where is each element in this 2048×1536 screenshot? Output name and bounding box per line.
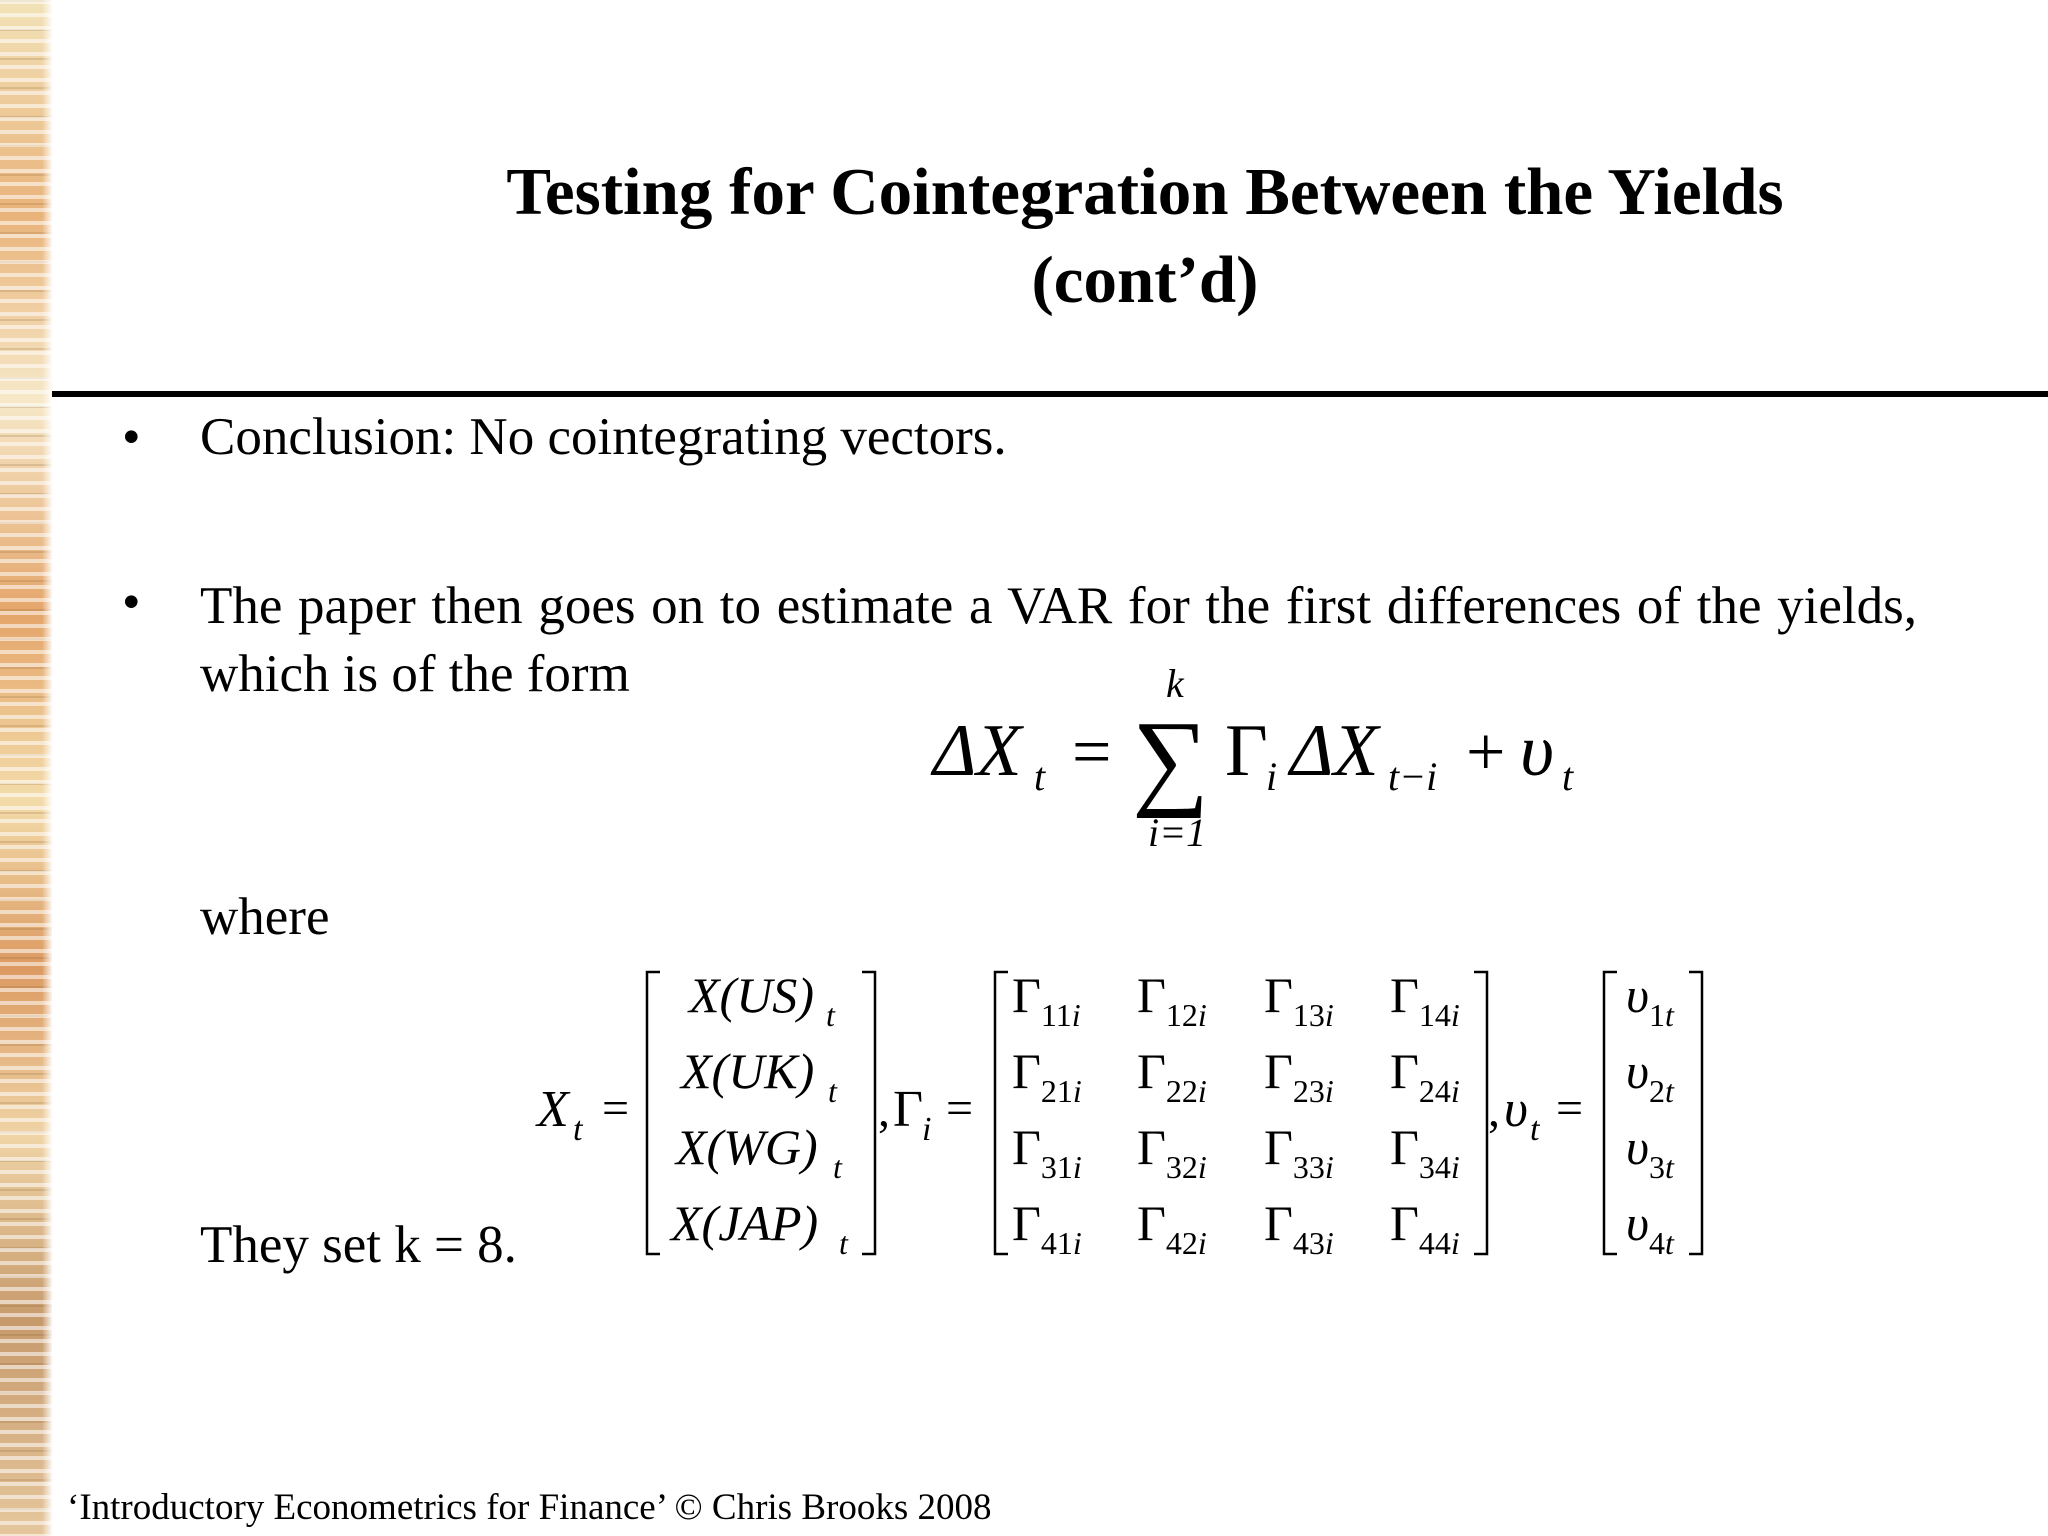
svg-text:Γ43i: $\Gamma_{43}i$ [1264, 1195, 1334, 1261]
upsilon-equals: = [1556, 1082, 1584, 1135]
x-vector-row [669, 1195, 849, 1261]
svg-text:Γ12i: $\Gamma_{12}i$ [1137, 967, 1207, 1033]
lag-order-statement: They set k = 8. [200, 1216, 517, 1274]
gamma-equals: = [946, 1082, 974, 1135]
svg-text:Γ42i: $\Gamma_{42}i$ [1137, 1195, 1207, 1261]
x-vector-row [674, 1119, 843, 1185]
svg-text:υ4t: $\upsilon_4t$ [1626, 1195, 1674, 1261]
gamma-row [1012, 1043, 1460, 1109]
eq-upsilon: υ [1520, 710, 1554, 792]
svg-text:υ3t: $\upsilon_3t$ [1626, 1119, 1674, 1185]
eq-gamma: Γ [1225, 710, 1268, 792]
x-vector-row [687, 967, 836, 1033]
upsilon-row [1626, 1043, 1675, 1109]
bullet-marker: • [122, 573, 141, 631]
svg-text:Γ31i: $\Gamma_{31}i$ [1012, 1119, 1082, 1185]
svg-text:Γ23i: $\Gamma_{23}i$ [1264, 1043, 1334, 1109]
svg-text:Γ22i: $\Gamma_{22}i$ [1137, 1043, 1207, 1109]
xt-equals: = [602, 1082, 630, 1135]
eq-lhs: ΔX [933, 710, 1022, 792]
gamma-symbol: Γ [893, 1081, 924, 1138]
svg-text:t: t [826, 997, 835, 1033]
gamma-row [1012, 1195, 1460, 1261]
upsilon-row [1626, 1195, 1675, 1261]
gamma-comma: , [878, 1084, 890, 1137]
gamma-row [1012, 1119, 1460, 1185]
svg-text:Γ24i: $\Gamma_{24}i$ [1390, 1043, 1460, 1109]
bullet-text: Conclusion: No cointegrating vectors. [200, 408, 1007, 466]
eq-sum-symbol: ∑ [1132, 700, 1209, 819]
svg-text:t: t [828, 1073, 837, 1109]
svg-text:Γ34i: $\Gamma_{34}i$ [1390, 1119, 1460, 1185]
svg-text:υ1t: $\upsilon_1t$ [1626, 967, 1674, 1033]
title-line-1: Testing for Cointegration Between the Yields [506, 155, 1784, 229]
svg-text:Γ41i: $\Gamma_{41}i$ [1012, 1195, 1082, 1261]
svg-text:t: t [839, 1225, 848, 1261]
x-vector [669, 967, 849, 1261]
svg-text:X(US): X(US) [689, 967, 814, 1023]
svg-text:t: t [833, 1149, 842, 1185]
xt-symbol: X [537, 1081, 569, 1138]
footer-copyright: ‘Introductory Econometrics for Finance’ © Chris Brooks 2008 [67, 1487, 992, 1528]
upsilon-symbol: υ [1504, 1081, 1528, 1138]
svg-text:X(JAP): X(JAP) [671, 1195, 819, 1251]
svg-text:Γ44i: $\Gamma_{44}i$ [1390, 1195, 1460, 1261]
svg-text:X(WG): X(WG) [676, 1119, 818, 1175]
svg-text:X(UK): X(UK) [681, 1043, 815, 1099]
var-equation [930, 661, 1574, 855]
x-vector-row [679, 1043, 838, 1109]
svg-text:Γ21i: $\Gamma_{21}i$ [1012, 1043, 1082, 1109]
upsilon-comma: , [1488, 1084, 1500, 1137]
bullet-text: The paper then goes on to estimate a VAR for the first differences of the yields, which is of the form [200, 577, 1917, 703]
eq-plus: + [1466, 714, 1506, 791]
svg-text:Γ11i: $\Gamma_{11}i$ [1012, 967, 1081, 1033]
xt-label [535, 1081, 629, 1148]
svg-text:υ2t: $\upsilon_2t$ [1626, 1043, 1674, 1109]
upsilon-vector [1626, 967, 1675, 1261]
eq-gamma-sub: i [1266, 754, 1278, 799]
svg-text:Γ14i: $\Gamma_{14}i$ [1390, 967, 1460, 1033]
upsilon-row [1626, 967, 1675, 1033]
eq-delta-x: ΔX [1290, 710, 1379, 792]
where-label: where [200, 888, 330, 946]
gamma-matrix [1012, 967, 1460, 1261]
svg-text:Γ13i: $\Gamma_{13}i$ [1264, 967, 1334, 1033]
eq-sum-lower: i=1 [1148, 810, 1207, 855]
svg-text:Γ32i: $\Gamma_{32}i$ [1137, 1119, 1207, 1185]
eq-equals: = [1072, 714, 1112, 791]
eq-sum-upper: k [1166, 661, 1184, 706]
upsilon-label [1488, 1081, 1583, 1148]
svg-text:Γ33i: $\Gamma_{33}i$ [1264, 1119, 1334, 1185]
bullet-marker: • [122, 408, 141, 466]
gamma-row [1012, 967, 1460, 1033]
gamma-sub: i [922, 1111, 932, 1148]
upsilon-row [1626, 1119, 1675, 1185]
upsilon-sub: t [1530, 1111, 1540, 1148]
xt-sub: t [573, 1111, 583, 1148]
gamma-label [878, 1081, 973, 1148]
eq-lag-sub: t−i [1388, 754, 1438, 799]
eq-lhs-sub: t [1034, 754, 1046, 799]
eq-upsilon-sub: t [1562, 754, 1574, 799]
title-line-2: (cont’d) [1031, 243, 1259, 317]
